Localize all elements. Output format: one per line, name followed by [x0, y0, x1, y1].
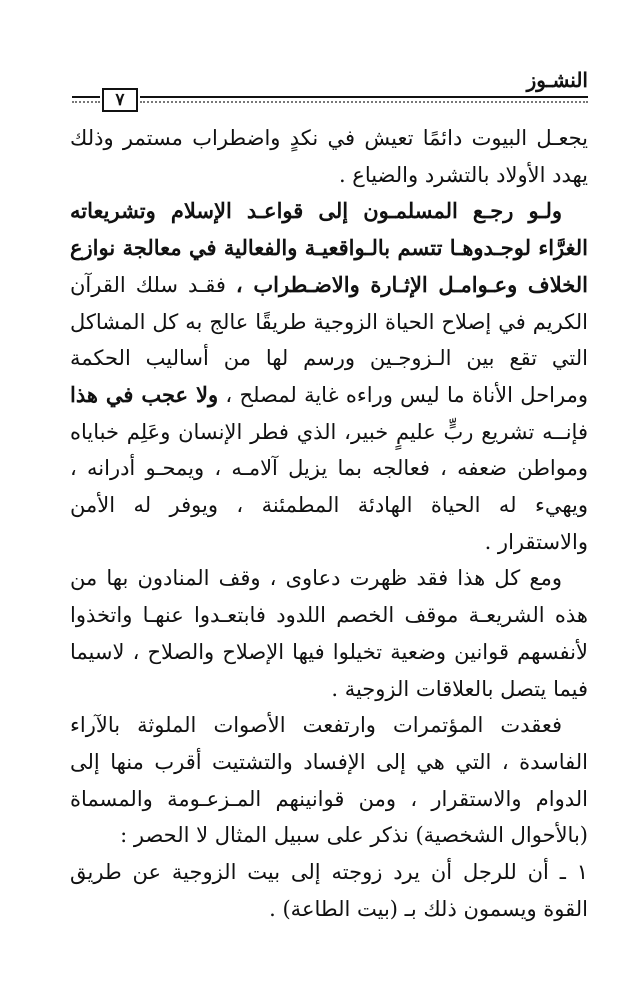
paragraph-2-text-b: فإنــه تشريع ربٍّ عليمٍ خبير، الذي فطر الإنسان وعَلِم خباياه ومواطن ضعفه ، فعالجه بما يزيل آلامـه ، ويمحـو أدرانه ، ويهيء له الحياة الهادئة المطمئنة ، ويوفر له الأمن والاستقرار . [70, 419, 588, 554]
running-header [72, 66, 588, 110]
header-rule [140, 96, 588, 98]
paragraph-2-bold-lead: ولـو رجـع المسلمـون إلى قواعـد الإسلام وتشريعاته الغرَّاء لوجـدوهـا تتسم بالـواقعيـة والفعالية في معالجة نوازع الخلاف وعـوامـل الإثـارة والاضـطراب ، [70, 198, 589, 297]
paragraph-4: فعقدت المؤتمرات وارتفعت الأصوات الملوثة بالآراء الفاسدة ، التي هي إلى الإفساد والتشتيت أقرب منها إلى الدوام والاستقرار ، ومن قوانينهم المـزعـومة والمسماة (بالأحوال الشخصية) نذكر على سبيل المثال لا الحصر : [70, 713, 588, 848]
paragraph-2-bold-mid: ولا عجب في هذا [70, 381, 219, 407]
paragraph-2-text-a: فقـد سلك القرآن الكريم في إصلاح الحياة الزوجية طريقًا عالج به كل المشاكل التي تقع بين الـزوجـين ورسم لها من أساليب الحكمة ومراحل الأناة ما ليس وراءه غاية لمصلح ، [70, 272, 588, 407]
page-number: ٧ [102, 88, 138, 112]
paragraph-2 [70, 193, 588, 560]
paragraph-1: يجعـل البيوت دائمًا تعيش في نكدٍ واضطراب مستمر وذلك يهدد الأولاد بالتشرد والضياع . [70, 126, 588, 187]
paragraph-3: ومع كل هذا فقد ظهرت دعاوى ، وقف المنادون بها من هذه الشريعـة موقف الخصم اللدود فابتعـدوا عنهـا واتخذوا لأنفسهم قوانين وضعية تخيلوا فيها الإصلاح والصلاح ، لاسيما فيما يتصل بالعلاقات الزوجية . [70, 566, 588, 701]
header-dotted-rule [140, 101, 588, 103]
body-text [70, 120, 588, 927]
header-rule-left [72, 96, 100, 98]
header-dotted-rule-left [72, 101, 100, 103]
chapter-title: النشـوز [526, 68, 588, 92]
paragraph-5: ١ ـ أن للرجل أن يرد زوجته إلى بيت الزوجية عن طريق القوة ويسمون ذلك بـ (بيت الطاعة) . [70, 860, 588, 921]
